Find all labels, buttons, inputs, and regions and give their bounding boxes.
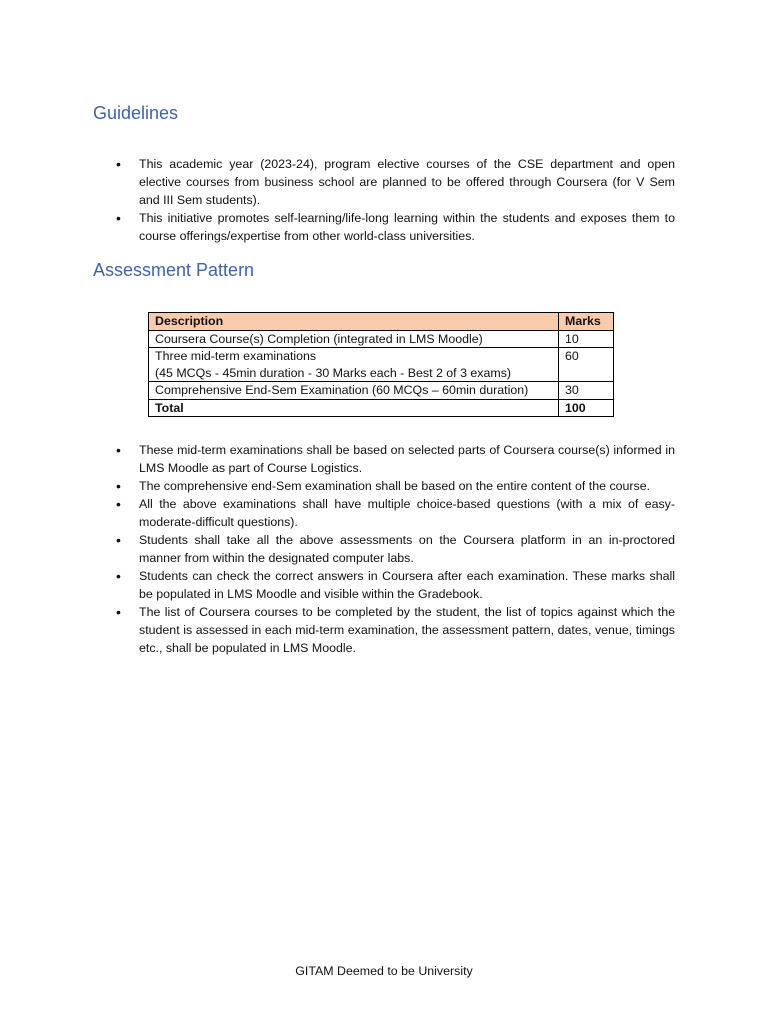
list-item: • This initiative promotes self-learning/life-long learning within the students and exposes them to course offerings/expertise from other world-class universities. <box>116 209 675 245</box>
list-item: • These mid-term examinations shall be based on selected parts of Coursera course(s) informed in LMS Moodle as part of Course Logistics. <box>116 441 675 477</box>
list-item: • Students can check the correct answers in Coursera after each examination. These marks shall be populated in LMS Moodle and visible within the Gradebook. <box>116 567 675 603</box>
assessment-table <box>148 312 614 417</box>
assessment-notes-list <box>116 441 675 657</box>
row-description <box>149 382 559 400</box>
row-marks: 60 <box>559 348 614 382</box>
row-description <box>149 330 559 348</box>
assessment-pattern-heading: Assessment Pattern <box>93 260 255 280</box>
total-marks: 100 <box>559 399 614 417</box>
header-marks: Marks <box>559 313 614 331</box>
list-item: • The list of Coursera courses to be completed by the student, the list of topics against which the student is assessed in each mid-term examination, the assessment pattern, dates, venue, timings etc., shall be populated in LMS Moodle. <box>116 603 675 657</box>
row-marks: 10 <box>559 330 614 348</box>
list-item: • All the above examinations shall have multiple choice-based questions (with a mix of easy-moderate-difficult questions). <box>116 495 675 531</box>
table-header-row <box>149 313 614 331</box>
row-description-detail: (45 MCQs - 45min duration - 30 Marks each - Best 2 of 3 exams) <box>155 365 512 380</box>
row-description-text: Three mid-term examinations <box>155 349 317 363</box>
header-description: Description <box>149 313 559 331</box>
list-item: • Students shall take all the above assessments on the Coursera platform in an in-proctored manner from within the designated computer labs. <box>116 531 675 567</box>
table-row <box>149 330 614 348</box>
row-description <box>149 348 559 382</box>
page-footer: GITAM Deemed to be University <box>295 964 473 978</box>
table-row <box>149 348 614 382</box>
list-item: • The comprehensive end-Sem examination shall be based on the entire content of the course. <box>116 477 675 495</box>
guidelines-list <box>116 155 675 245</box>
row-description-text: Coursera Course(s) Completion (integrated in LMS Moodle) <box>155 331 483 346</box>
table-total-row <box>149 399 614 417</box>
list-item: • This academic year (2023-24), program elective courses of the CSE department and open elective courses from business school are planned to be offered through Coursera (for V Sem and III Sem students). <box>116 155 675 209</box>
row-marks: 30 <box>559 382 614 400</box>
guidelines-heading: Guidelines <box>93 103 179 123</box>
table-row <box>149 382 614 400</box>
total-label: Total <box>149 399 559 417</box>
row-description-text: Comprehensive End-Sem Examination (60 MCQs – 60min duration) <box>155 383 529 397</box>
